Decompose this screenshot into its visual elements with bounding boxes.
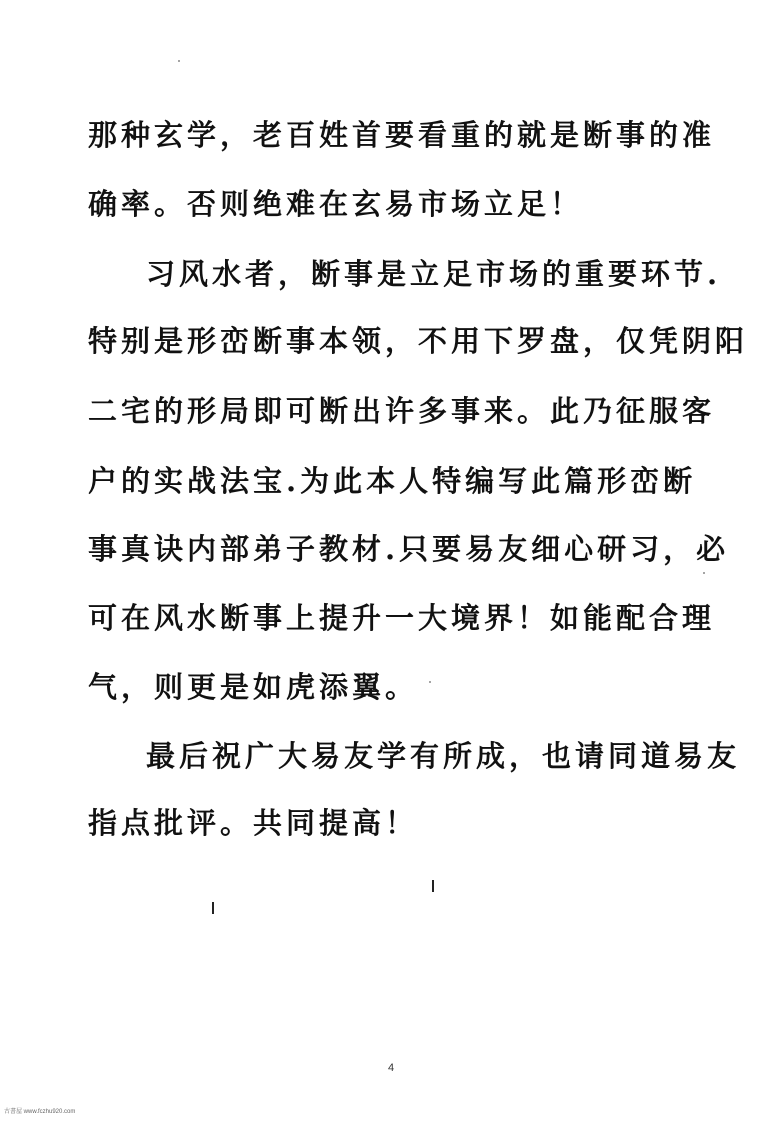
page-number: 4 [388,1062,395,1074]
text-line: 那种玄学，老百姓首要看重的就是断事的准 [88,118,716,152]
paragraph-start-line: 最后祝广大易友学有所成，也请同道易友 [146,739,741,773]
text-line: 可在风水断事上提升一大境界！如能配合理 [88,601,716,635]
scan-artifact-mark [432,880,434,892]
text-line: 特别是形峦断事本领，不用下罗盘，仅凭阴阳 [88,324,749,358]
text-line: 指点批评。共同提高！ [88,806,419,840]
scan-artifact-dot [703,572,705,574]
text-line: 事真诀内部弟子教材.只要易友细心研习，必 [88,532,730,566]
text-line: 确率。否则绝难在玄易市场立足！ [88,187,584,221]
text-line: 户的实战法宝.为此本人特编写此篇形峦断 [88,464,697,498]
footer-watermark: 古書屋 www.fczhu920.com [4,1109,76,1115]
text-line: 二宅的形局即可断出许多事来。此乃征服客 [88,394,716,428]
text-line: 气，则更是如虎添翼。 [88,670,419,704]
scan-artifact-mark [212,902,214,914]
scan-artifact-dot [429,681,431,683]
scan-artifact-dot [178,60,180,62]
paragraph-start-line: 习风水者，断事是立足市场的重要环节. [146,257,722,291]
